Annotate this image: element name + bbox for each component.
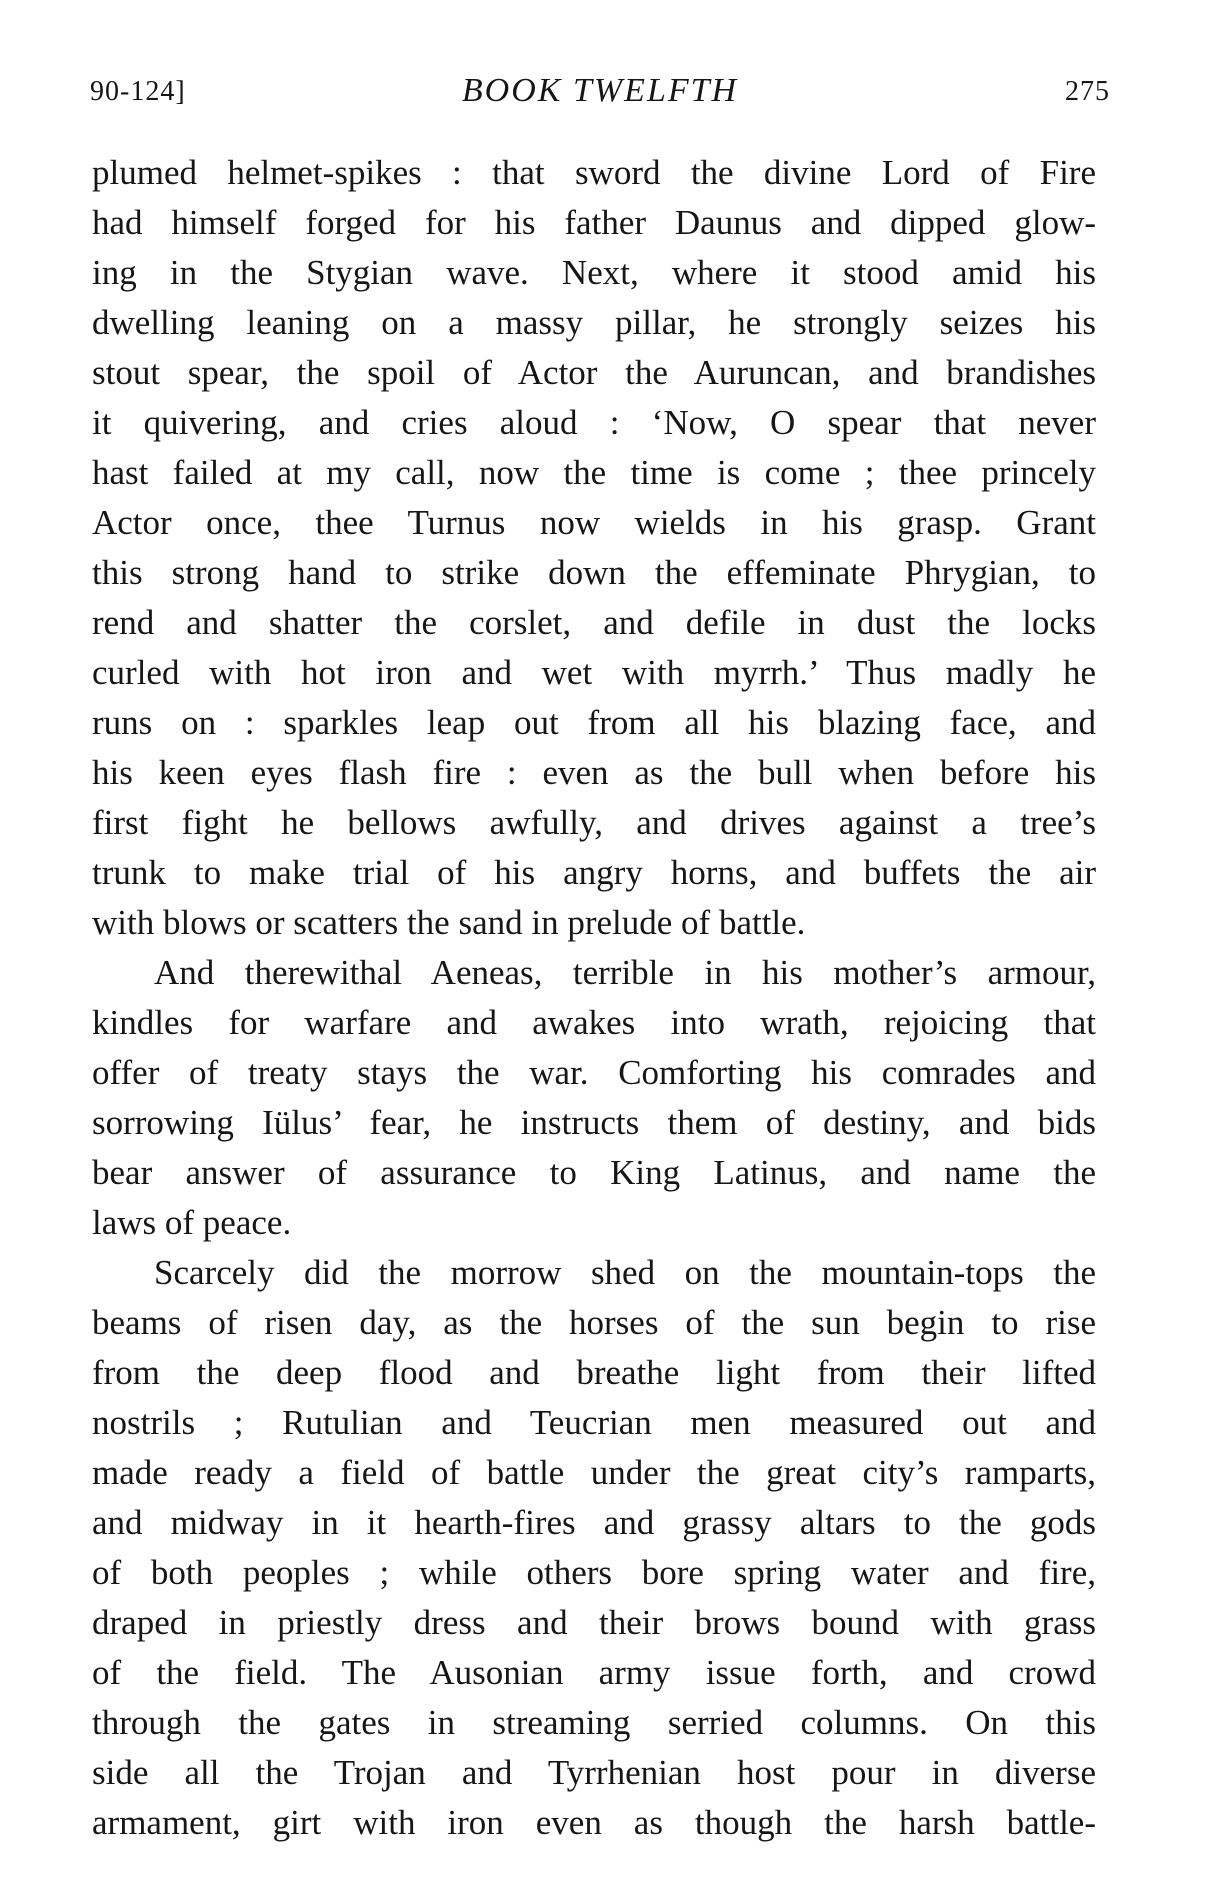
text-line: hast failed at my call, now the time is come ; thee princely (92, 453, 1096, 492)
text-line: and midway in it hearth-fires and grassy altars to the gods (92, 1503, 1096, 1542)
text-line: kindles for warfare and awakes into wrath, rejoicing that (92, 1003, 1096, 1042)
body-text (92, 148, 1096, 1848)
text-line: this strong hand to strike down the effeminate Phrygian, to (92, 553, 1096, 592)
text-line: rend and shatter the corslet, and defile in dust the locks (92, 603, 1096, 642)
text-line: plumed helmet-spikes : that sword the divine Lord of Fire (92, 153, 1096, 192)
running-head (90, 72, 1110, 116)
text-line: from the deep flood and breathe light from their lifted (92, 1353, 1096, 1392)
text-line: offer of treaty stays the war. Comforting his comrades and (92, 1053, 1096, 1092)
text-line: armament, girt with iron even as though the harsh battle- (92, 1803, 1096, 1842)
text-line: trunk to make trial of his angry horns, and buffets the air (92, 853, 1096, 892)
text-line: bear answer of assurance to King Latinus, and name the (92, 1153, 1096, 1192)
text-line: through the gates in streaming serried columns. On this (92, 1703, 1096, 1742)
text-line: stout spear, the spoil of Actor the Auruncan, and brandishes (92, 353, 1096, 392)
text-line: with blows or scatters the sand in prelude of battle. (92, 903, 806, 942)
text-line: made ready a field of battle under the great city’s ramparts, (92, 1453, 1096, 1492)
text-line: of both peoples ; while others bore spring water and fire, (92, 1553, 1096, 1592)
text-line: dwelling leaning on a massy pillar, he strongly seizes his (92, 303, 1096, 342)
text-line: And therewithal Aeneas, terrible in his mother’s armour, (154, 953, 1096, 992)
text-line: sorrowing Iülus’ fear, he instructs them of destiny, and bids (92, 1103, 1096, 1142)
text-line: first fight he bellows awfully, and drives against a tree’s (92, 803, 1096, 842)
text-line: beams of risen day, as the horses of the sun begin to rise (92, 1303, 1096, 1342)
text-line: of the field. The Ausonian army issue forth, and crowd (92, 1653, 1096, 1692)
text-line: nostrils ; Rutulian and Teucrian men measured out and (92, 1403, 1096, 1442)
line-range: 90-124] (90, 76, 186, 107)
text-line: it quivering, and cries aloud : ‘Now, O spear that never (92, 403, 1096, 442)
text-line: laws of peace. (92, 1203, 292, 1242)
text-line: Scarcely did the morrow shed on the mountain-tops the (154, 1253, 1096, 1292)
text-line: curled with hot iron and wet with myrrh.’ Thus madly he (92, 653, 1096, 692)
text-line: side all the Trojan and Tyrrhenian host pour in diverse (92, 1753, 1096, 1792)
text-line: Actor once, thee Turnus now wields in his grasp. Grant (92, 503, 1096, 542)
text-line: runs on : sparkles leap out from all his blazing face, and (92, 703, 1096, 742)
page-number: 275 (1065, 76, 1110, 107)
text-line: draped in priestly dress and their brows bound with grass (92, 1603, 1096, 1642)
book-title: BOOK TWELFTH (461, 72, 739, 109)
text-line: ing in the Stygian wave. Next, where it stood amid his (92, 253, 1096, 292)
text-line: his keen eyes flash fire : even as the bull when before his (92, 753, 1096, 792)
text-line: had himself forged for his father Daunus and dipped glow- (92, 203, 1096, 242)
